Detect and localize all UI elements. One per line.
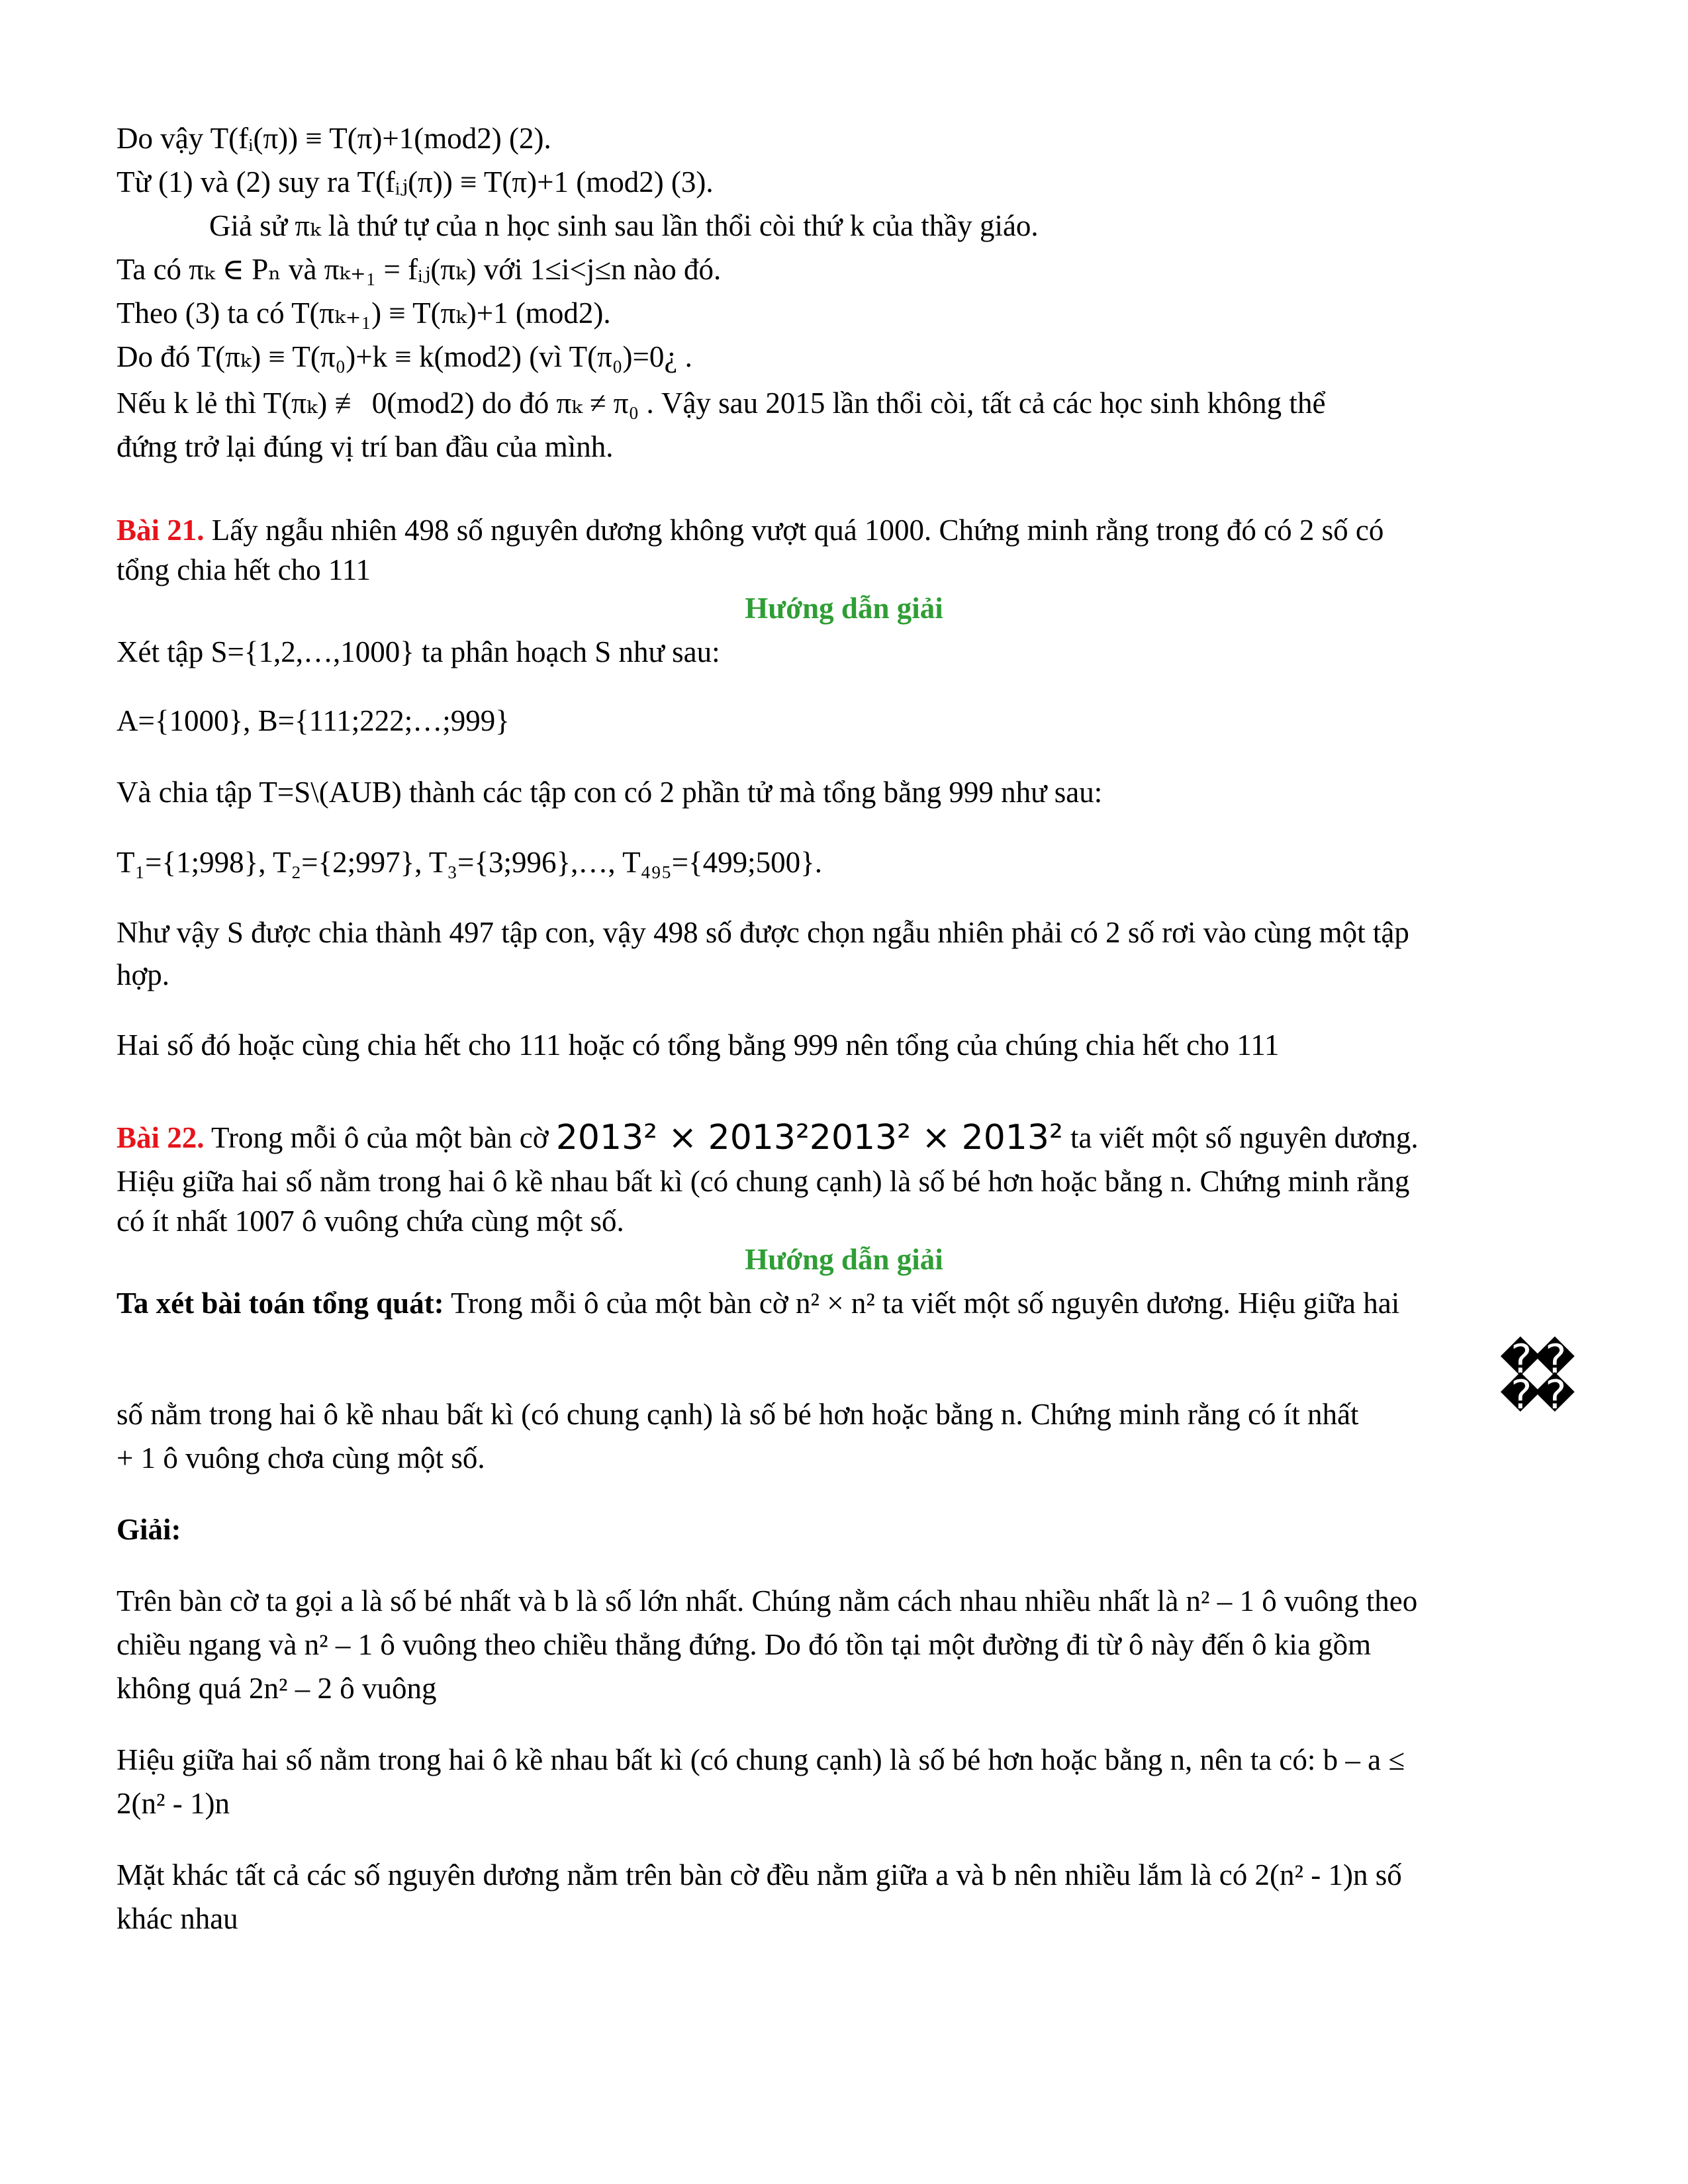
bai22-g3: + 1 ô vuông chơa cùng một số. — [117, 1441, 485, 1475]
bai22-s4: Hiệu giữa hai số nằm trong hai ô kề nhau bất kì (có chung cạnh) là số bé hơn hoặc bằng n, nên ta có: b – a ≤ — [117, 1743, 1405, 1776]
bai22-s3: không quá 2n² – 2 ô vuông — [117, 1672, 437, 1705]
bai22-heading: Hướng dẫn giải — [745, 1243, 943, 1276]
broken-glyph-icon: � — [1500, 1372, 1541, 1418]
bai21-text2: tổng chia hết cho 111 — [117, 553, 371, 586]
bai21-p1: Xét tập S={1,2,…,1000} ta phân hoạch S như sau: — [117, 635, 720, 668]
bai22-general-label: Ta xét bài toán tổng quát: — [117, 1287, 444, 1320]
line-ta-co: Ta có πₖ ∈ Pₙ và πₖ₊₁ = fᵢⱼ(πₖ) với 1≤i<j≤n nào đó. — [117, 253, 722, 286]
bai22-s5: 2(n² - 1)n — [117, 1787, 230, 1820]
bai21-statement — [117, 514, 1383, 548]
bai22-general-text: Trong mỗi ô của một bàn cờ n² × n² ta viết một số nguyên dương. Hiệu giữa hai — [444, 1287, 1400, 1320]
bai22-solution-label: Giải: — [117, 1513, 181, 1546]
bai22-general-problem — [117, 1287, 1399, 1321]
bai21-p2: A={1000}, B={111;222;…;999} — [117, 704, 510, 737]
line-do-do: Do đó T(πₖ) ≡ T(π₀)+k ≡ k(mod2) (vì T(π₀)=0¿ . — [117, 340, 692, 373]
line-do-vay: Do vậy T(fᵢ(π)) ≡ T(π)+1(mod2) (2). — [117, 122, 551, 155]
bai21-p3: Và chia tập T=S\(AUB) thành các tập con có 2 phần tử mà tổng bằng 999 như sau: — [117, 776, 1103, 809]
bai22-s6: Mặt khác tất cả các số nguyên dương nằm trên bàn cờ đều nằm giữa a và b nên nhiều lắm là có 2(n² - 1)n số — [117, 1858, 1402, 1891]
bai21-label: Bài 21. — [117, 514, 205, 547]
bai22-label: Bài 22. — [117, 1121, 205, 1154]
broken-glyph-icon: � — [1534, 1336, 1575, 1383]
broken-glyph-icon: � — [1534, 1372, 1575, 1418]
bai22-s7: khác nhau — [117, 1902, 238, 1935]
line-gia-su: Giả sử πₖ là thứ tự của n học sinh sau lần thổi còi thứ k của thầy giáo. — [209, 209, 1039, 242]
bai21-text1: Lấy ngẫu nhiên 498 số nguyên dương không vượt quá 1000. Chứng minh rằng trong đó có 2 số có — [204, 514, 1384, 547]
bai22-text3: có ít nhất 1007 ô vuông chứa cùng một số. — [117, 1205, 624, 1238]
bai22-s1: Trên bàn cờ ta gọi a là số bé nhất và b là số lớn nhất. Chúng nằm cách nhau nhiều nhất là n² – 1 ô vuông theo — [117, 1584, 1418, 1617]
broken-glyph-icon: � — [1500, 1336, 1541, 1383]
line-dung-tro-lai: đứng trở lại đúng vị trí ban đầu của mình. — [117, 430, 614, 463]
bai21-p6: Hai số đó hoặc cùng chia hết cho 111 hoặc có tổng bằng 999 nên tổng của chúng chia hết cho 111 — [117, 1028, 1280, 1062]
bai22-g2: số nằm trong hai ô kề nhau bất kì (có chung cạnh) là số bé hơn hoặc bằng n. Chứng minh rằng có ít nhất — [117, 1398, 1359, 1431]
bai21-p5b: hợp. — [117, 958, 170, 991]
bai22-text2: Hiệu giữa hai số nằm trong hai ô kề nhau bất kì (có chung cạnh) là số bé hơn hoặc bằng n. Chứng minh rằng — [117, 1165, 1410, 1198]
bai22-statement — [117, 1118, 1419, 1158]
bai22-s2: chiều ngang và n² – 1 ô vuông theo chiều thẳng đứng. Do đó tồn tại một đường đi từ ô này đến ô kia gồm — [117, 1628, 1372, 1661]
bai21-heading: Hướng dẫn giải — [745, 592, 943, 625]
bai22-text1b: ta viết một số nguyên dương. — [1062, 1121, 1419, 1154]
bai21-p4: T₁={1;998}, T₂={2;997}, T₃={3;996},…, T₄₉₅={499;500}. — [117, 846, 822, 879]
bai21-p5a: Như vậy S được chia thành 497 tập con, vậy 498 số được chọn ngẫu nhiên phải có 2 số rơi vào cùng một tập — [117, 916, 1409, 949]
bai22-board-expression: 2013² × 2013²2013² × 2013² — [555, 1118, 1063, 1158]
line-tu-1-va-2: Từ (1) và (2) suy ra T(fᵢⱼ(π)) ≡ T(π)+1 (mod2) (3). — [117, 165, 714, 199]
line-neu-k-le: Nếu k lẻ thì T(πₖ) ≢ 0(mod2) do đó πₖ ≠ π₀ . Vậy sau 2015 lần thổi còi, tất cả các học sinh không thể — [117, 387, 1326, 420]
line-theo-3: Theo (3) ta có T(πₖ₊₁) ≡ T(πₖ)+1 (mod2). — [117, 296, 611, 330]
bai22-text1a: Trong mỗi ô của một bàn cờ — [204, 1121, 556, 1154]
